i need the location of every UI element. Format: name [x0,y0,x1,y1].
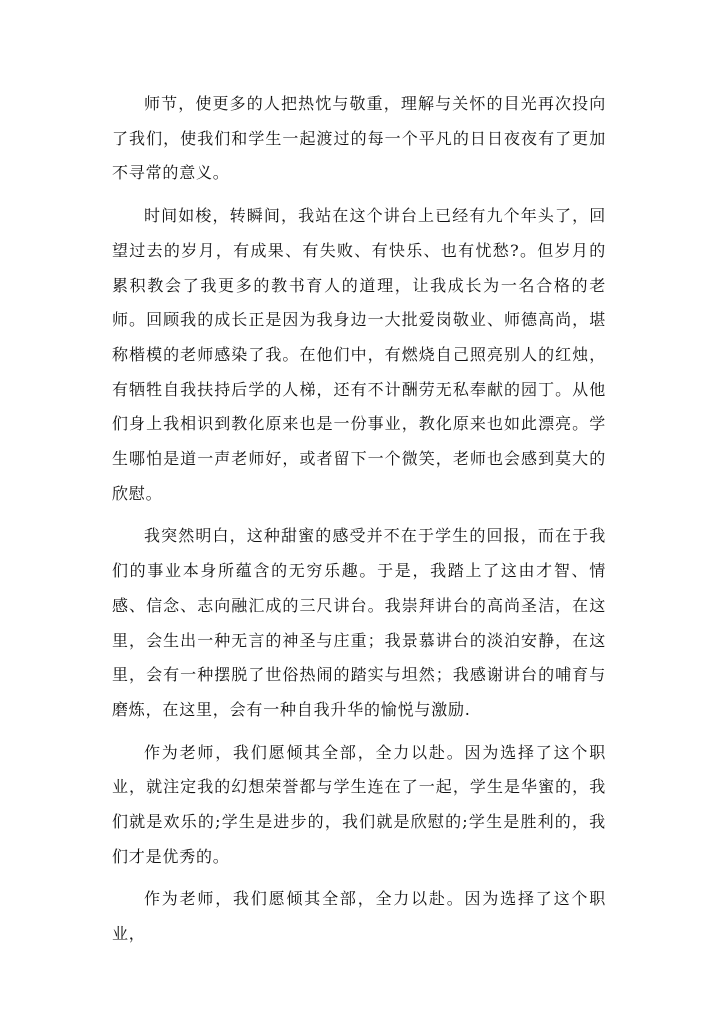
paragraph-2: 时间如梭，转瞬间，我站在这个讲台上已经有九个年头了，回望过去的岁月，有成果、有失败、有快乐、也有忧愁?。但岁月的累积教会了我更多的教书育人的道理，让我成长为一名合格的老师。回顾我的成长正是因为我身边一大批爱岗敬业、师德高尚，堪称楷模的老师感染了我。在他们中，有燃烧自己照亮别人的红烛，有牺牲自我扶持后学的人梯，还有不计酬劳无私奉献的园丁。从他们身上我相识到教化原来也是一份事业，教化原来也如此漂亮。学生哪怕是道一声老师好，或者留下一个微笑，老师也会感到莫大的欣慰。 [112,206,606,503]
paragraph-5: 作为老师，我们愿倾其全部，全力以赴。因为选择了这个职业， [112,889,606,944]
paragraph-1: 师节，使更多的人把热忱与敬重，理解与关怀的目光再次投向了我们，使我们和学生一起渡过的每一个平凡的日日夜夜有了更加不寻常的意义。 [112,94,606,183]
paragraph-4: 作为老师，我们愿倾其全部，全力以赴。因为选择了这个职业，就注定我的幻想荣誉都与学生连在了一起，学生是华蜜的，我们就是欢乐的;学生是进步的，我们就是欣慰的;学生是胜利的，我们才是优秀的。 [112,742,606,866]
document-body [112,87,606,960]
paragraph-3: 我突然明白，这种甜蜜的感受并不在于学生的回报，而在于我们的事业本身所蕴含的无穷乐趣。于是，我踏上了这由才智、情感、信念、志向融汇成的三尺讲台。我崇拜讲台的高尚圣洁，在这里，会生出一种无言的神圣与庄重；我景慕讲台的淡泊安静，在这里，会有一种摆脱了世俗热闹的踏实与坦然；我感谢讲台的哺育与磨炼，在这里，会有一种自我升华的愉悦与激励. [112,526,606,719]
